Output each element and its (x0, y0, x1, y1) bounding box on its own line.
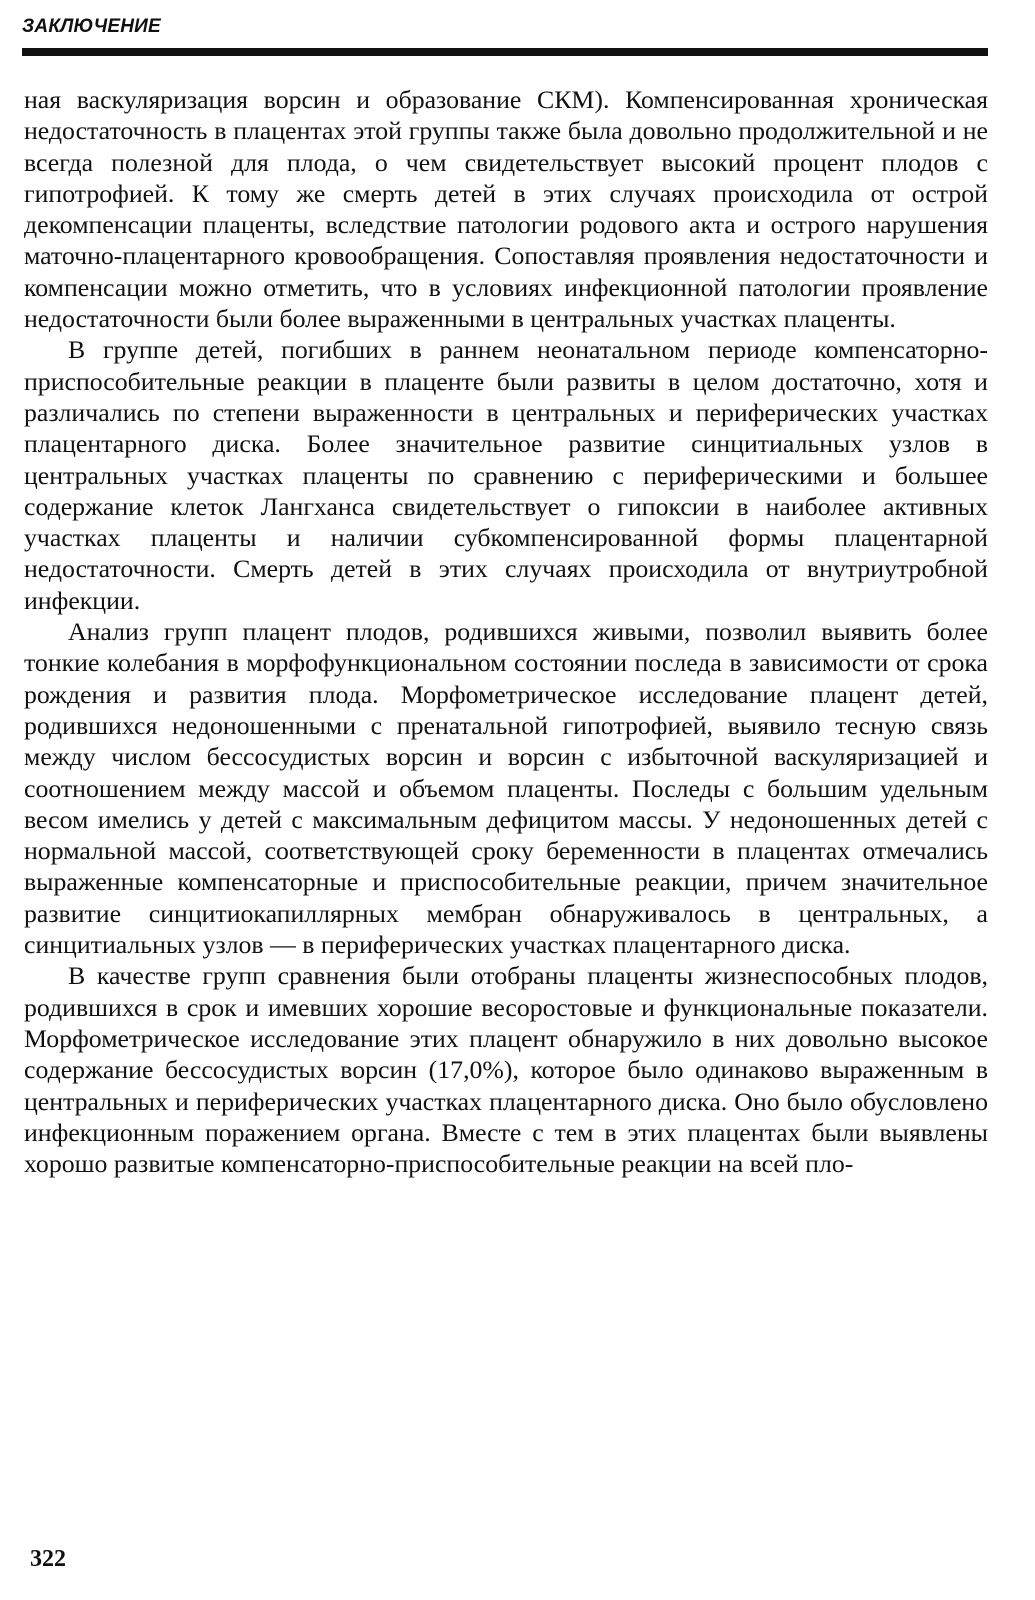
header-rule (22, 48, 988, 56)
paragraph: В качестве групп сравнения были отобраны плаценты жизнеспособных плодов, родившихся в срок и имевших хорошие весоростовые и функциональные показатели. Морфометрическое исследование этих плацент обнаружило в них довольно высокое содержание бессосудистых ворсин (17,0%), которое было одинаково выраженным в центральных и периферических участках плацентарного диска. Оно было обусловлено инфекционным поражением органа. Вместе с тем в этих плацентах были выявлены хорошо развитые компенсаторно-приспособительные реакции на всей пло- (24, 961, 988, 1179)
page-number: 322 (30, 1546, 66, 1572)
paragraph: В группе детей, погибших в раннем неонатальном периоде компенсаторно-приспособительные реакции в плаценте были развиты в целом достаточно, хотя и различались по степени выраженности в центральных и периферических участках плацентарного диска. Более значительное развитие синцитиальных узлов в центральных участках плаценты по сравнению с периферическими и большее содержание клеток Лангханса свидетельствует о гипоксии в наиболее активных участках плаценты и наличии субкомпенсированной формы плацентарной недостаточности. Смерть детей в этих случаях происходила от внутриутробной инфекции. (24, 335, 988, 615)
paragraph-continuation: ная васкуляризация ворсин и образование СКМ). Компенсированная хроническая недостаточность в плацентах этой группы также была довольно продолжительной и не всегда полезной для плода, о чем свидетельствует высокий процент плодов с гипотрофией. К тому же смерть детей в этих случаях происходила от острой декомпенсации плаценты, вследствие патологии родового акта и острого нарушения маточно-плацентарного кровообращения. Сопоставляя проявления недостаточности и компенсации можно отметить, что в условиях инфекционной патологии проявление недостаточности были более выраженными в центральных участках плаценты. (24, 85, 988, 334)
running-header: ЗАКЛЮЧЕНИЕ (22, 16, 161, 37)
body-text (24, 84, 988, 1179)
paragraph: Анализ групп плацент плодов, родившихся живыми, позволил выявить более тонкие колебания в морфофункциональном состоянии последа в зависимости от срока рождения и развития плода. Морфометрическое исследование плацент детей, родившихся недоношенными с пренатальной гипотрофией, выявило тесную связь между числом бессосудистых ворсин и ворсин с избыточной васкуляризацией и соотношением между массой и объемом плаценты. Последы с большим удельным весом имелись у детей с максимальным дефицитом массы. У недоношенных детей с нормальной массой, соответствующей сроку беременности в плацентах отмечались выраженные компенсаторные и приспособительные реакции, причем значительное развитие синцитиокапиллярных мембран обнаруживалось в центральных, а синцитиальных узлов — в периферических участках плацентарного диска. (24, 617, 988, 960)
